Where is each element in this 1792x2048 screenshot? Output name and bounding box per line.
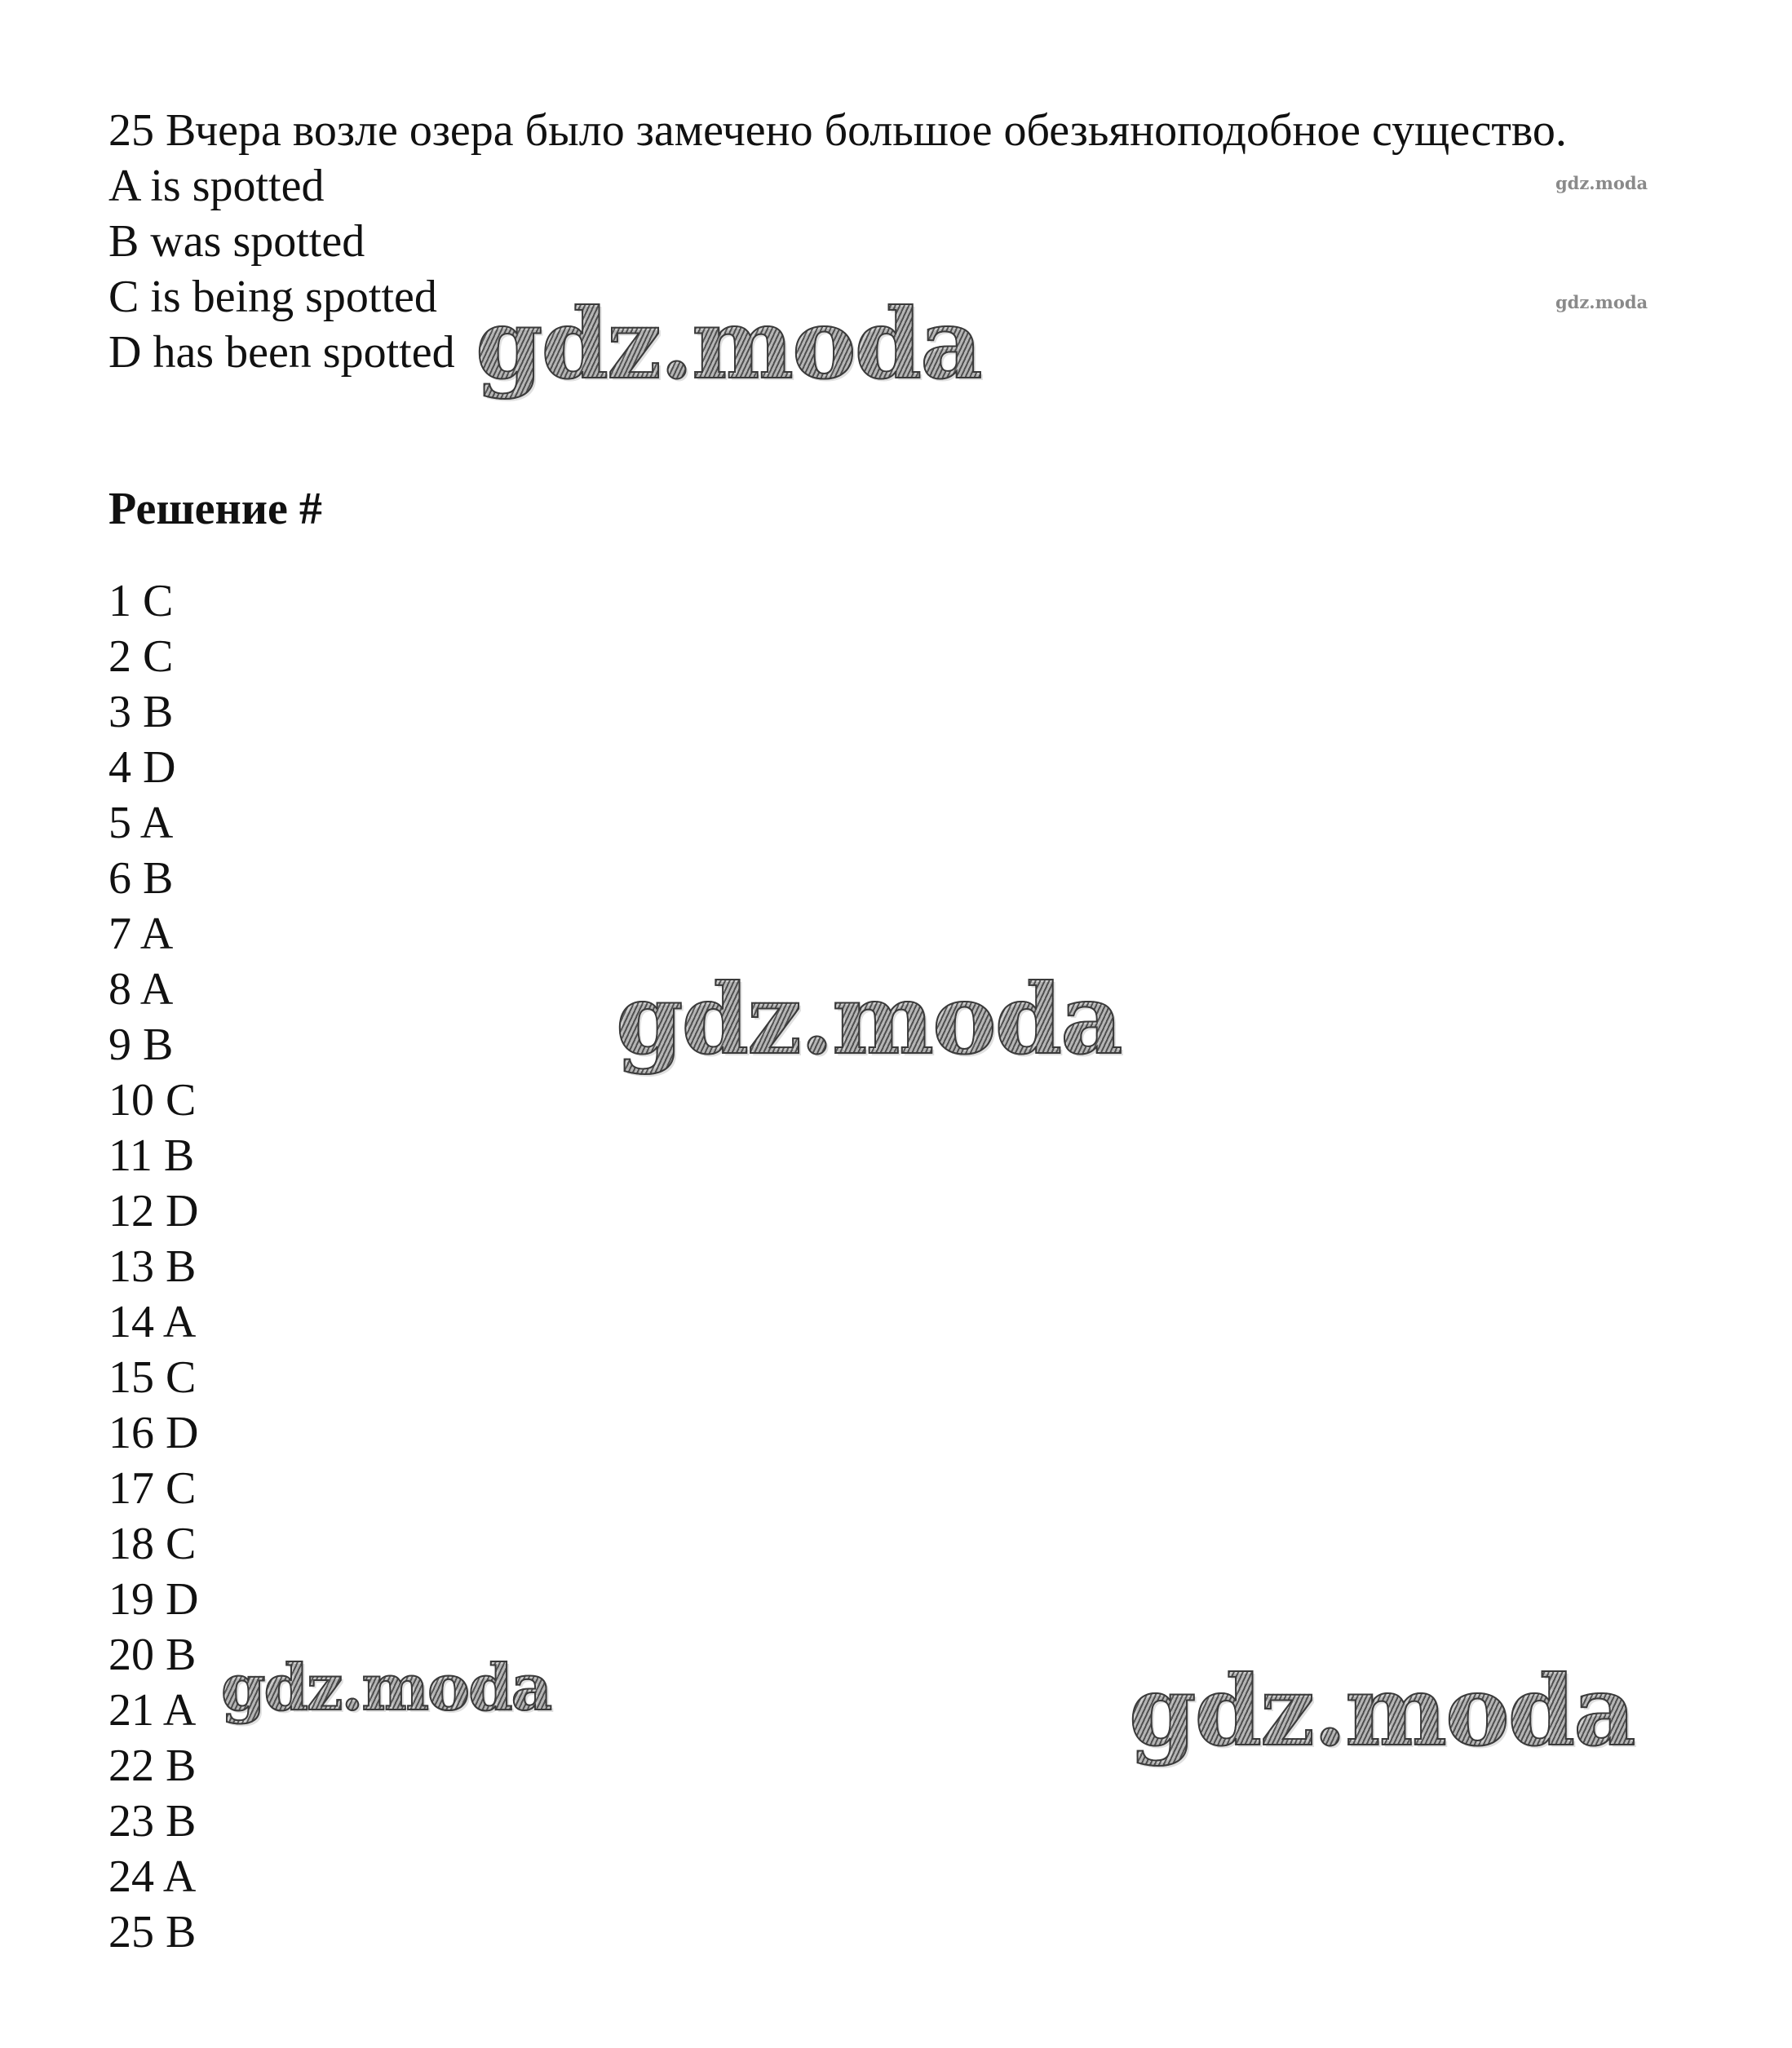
answer-item: 4 D	[108, 742, 176, 793]
answer-item: 1 C	[108, 576, 174, 626]
answer-item: 12 D	[108, 1186, 199, 1236]
answer-item: 24 A	[108, 1851, 197, 1902]
answer-item: 21 A	[108, 1685, 197, 1736]
watermark-medium: gdz.moda	[221, 1651, 551, 1725]
answer-item: 16 D	[108, 1408, 199, 1458]
answer-item: 23 B	[108, 1796, 197, 1847]
solution-heading: Решение #	[108, 484, 322, 534]
answer-item: 25 B	[108, 1907, 197, 1957]
answer-item: 20 B	[108, 1630, 197, 1680]
answer-item: 19 D	[108, 1574, 199, 1625]
option-d: D has been spotted	[108, 327, 455, 378]
option-b: B was spotted	[108, 216, 365, 267]
answer-item: 9 B	[108, 1020, 174, 1070]
answer-item: 11 B	[108, 1130, 195, 1181]
answer-item: 3 B	[108, 687, 174, 737]
question-prompt: 25 Вчера возле озера было замечено большое обезьяноподобное существо.	[108, 105, 1567, 156]
option-a: A is spotted	[108, 161, 325, 211]
watermark-small-2: gdz.moda	[1555, 292, 1648, 312]
answer-item: 2 C	[108, 631, 174, 682]
answer-item: 17 C	[108, 1463, 197, 1514]
watermark-large-3: gdz.moda	[1129, 1654, 1635, 1767]
answer-item: 5 A	[108, 798, 174, 848]
answer-item: 10 C	[108, 1075, 197, 1126]
option-c: C is being spotted	[108, 272, 437, 322]
answer-item: 7 A	[108, 909, 174, 959]
answers-list	[108, 573, 198, 1960]
watermark-small-1: gdz.moda	[1555, 173, 1648, 193]
answer-item: 14 A	[108, 1297, 197, 1347]
answer-item: 13 B	[108, 1241, 197, 1292]
answer-item: 22 B	[108, 1741, 197, 1791]
answer-item: 15 C	[108, 1352, 197, 1403]
answer-item: 8 A	[108, 964, 174, 1015]
answer-item: 6 B	[108, 853, 174, 904]
watermark-large-2: gdz.moda	[616, 962, 1122, 1076]
answer-item: 18 C	[108, 1519, 197, 1569]
watermark-large-1: gdz.moda	[476, 287, 981, 400]
